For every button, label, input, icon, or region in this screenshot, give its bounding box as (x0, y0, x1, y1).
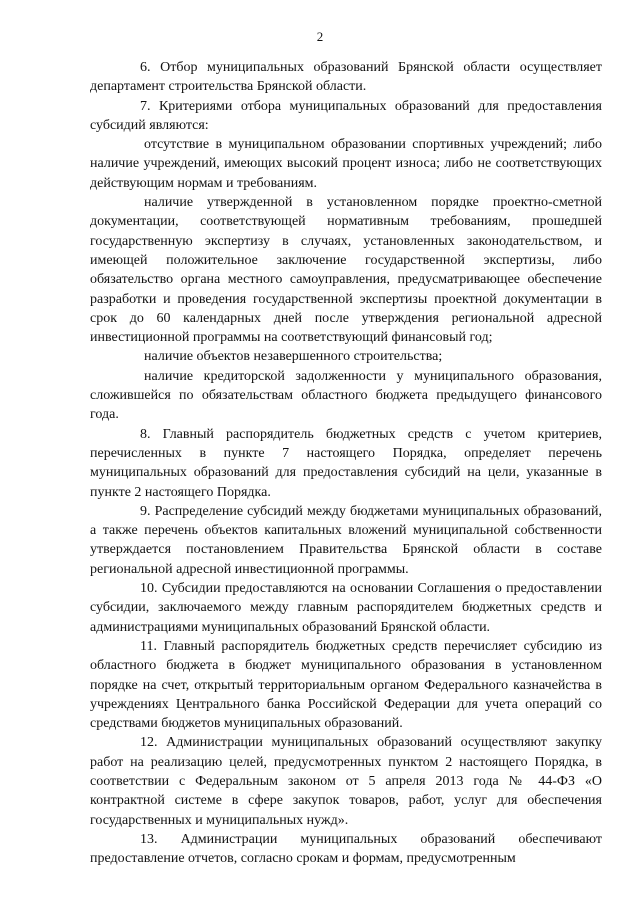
criterion-design-documentation: наличие утвержденной в установленном порядке проектно-сметной документации, соответствующей нормативным требованиям, прошедшей государственную экспертизу в случаях, установленных законодательством, и имеющей положительное заключение государственной экспертизы, либо обязательство органа местного самоуправления, предусматривающее обеспечение разработки и проведения государственной экспертизы проектной документации в срок до 60 календарных дней после утверждения региональной адресной инвестиционной программы на соответствующий финансовый год; (90, 195, 602, 346)
document-body (90, 58, 602, 868)
paragraph-8: 8. Главный распорядитель бюджетных средств с учетом критериев, перечисленных в пункте 7 настоящего Порядка, определяет перечень муниципальных образований для предоставления субсидий на цели, указанные в пункте 2 настоящего Порядка. (90, 426, 602, 500)
page-number: 2 (316, 29, 324, 44)
paragraph-10: 10. Субсидии предоставляются на основании Соглашения о предоставлении субсидии, заключаемого между главным распорядителем бюджетных средств и администрациями муниципальных образований Брянской области. (90, 581, 602, 635)
paragraph-11: 11. Главный распорядитель бюджетных средств перечисляет субсидию из областного бюджета в бюджет муниципального образования в установленном порядке на счет, открытый территориальным органом Федерального казначейства в учреждениях Центрального банка Российской Федерации для учета операций со средствами бюджетов муниципальных образований. (90, 638, 602, 732)
paragraph-12: 12. Администрации муниципальных образований осуществляют закупку работ на реализацию целей, предусмотренных пунктом 2 настоящего Порядка, в соответствии с Федеральным законом от 5 апреля 2013 года № 44-ФЗ «О контрактной системе в сфере закупок товаров, работ, услуг для обеспечения государственных и муниципальных нужд». (90, 735, 602, 828)
criterion-accounts-payable: наличие кредиторской задолженности у муниципального образования, сложившейся по обязательствам областного бюджета предыдущего финансового года. (90, 368, 602, 423)
paragraph-9: 9. Распределение субсидий между бюджетами муниципальных образований, а также перечень объектов капитальных вложений муниципальной собственности утверждается постановлением Правительства Брянской области в составе региональной адресной инвестиционной программы. (90, 503, 602, 577)
criterion-unfinished-construction: наличие объектов незавершенного строительства; (144, 349, 443, 365)
paragraph-7: 7. Критериями отбора муниципальных образований для предоставления субсидий являются: (90, 98, 602, 133)
criterion-no-sports-facilities: отсутствие в муниципальном образовании спортивных учреждений; либо наличие учреждений, имеющих высокий процент износа; либо не соответствующих действующим нормам и требованиям. (90, 137, 602, 191)
paragraph-13: 13. Администрации муниципальных образований обеспечивают предоставление отчетов, согласно срокам и формам, предусмотренным (90, 831, 602, 867)
paragraph-6: 6. Отбор муниципальных образований Брянской области осуществляет департамент строительства Брянской области. (90, 60, 602, 95)
